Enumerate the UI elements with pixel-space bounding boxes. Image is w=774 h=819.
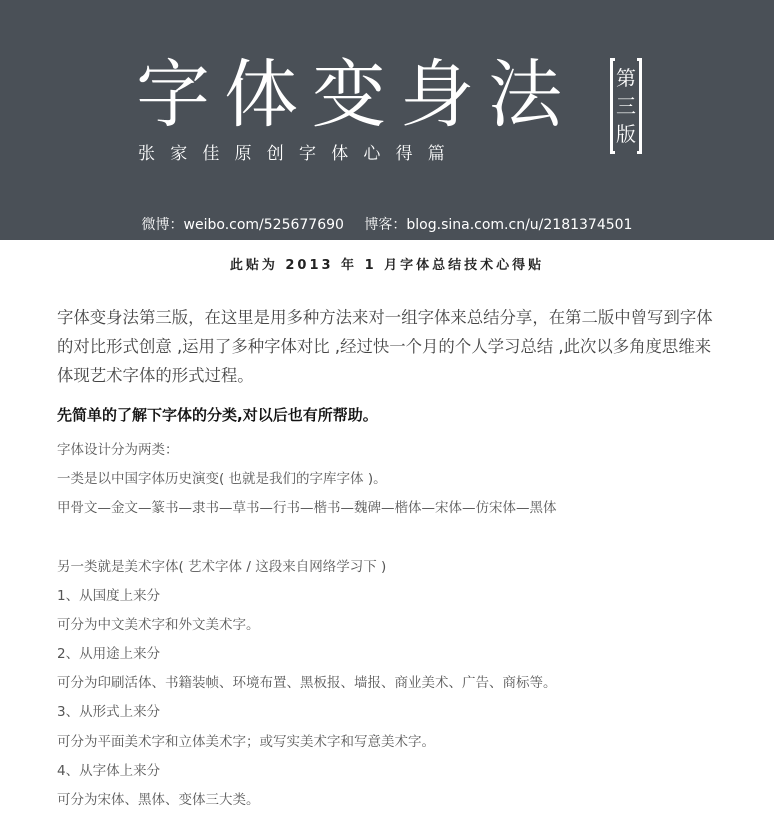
body-line: 可分为宋体、黑体、变体三大类。 xyxy=(57,792,260,808)
body-line: 甲骨文—金文—篆书—隶书—草书—行书—楷书—魏碑—楷体—宋体—仿宋体—黑体 xyxy=(57,500,557,516)
body-line: 可分为印刷活体、书籍装帧、环境布置、黑板报、墙报、商业美术、广告、商标等。 xyxy=(57,675,557,691)
body-line: 一类是以中国字体历史演变( 也就是我们的字库字体 )。 xyxy=(57,471,387,487)
subtitle: 张家佳原创字体心得篇 xyxy=(138,144,460,164)
body-line: 另一类就是美术字体( 艺术字体 / 这段来自网络学习下 ) xyxy=(57,559,387,575)
body-line: 字体设计分为两类： xyxy=(57,442,179,458)
weibo-link[interactable]: 微博：weibo.com/525677690 xyxy=(141,217,344,233)
body-line: 2、从用途上来分 xyxy=(57,646,161,662)
body-line: 可分为平面美术字和立体美术字；或写实美术字和写意美术字。 xyxy=(57,734,435,750)
intro-line: 字体变身法第三版，在这里是用多种方法来对一组字体来总结分享，在第二版中曾写到字体 xyxy=(57,308,713,327)
main-title: 字体变身法 xyxy=(136,52,576,138)
intro-paragraph xyxy=(57,303,722,390)
header-banner xyxy=(0,0,774,240)
post-note: 此贴为 2013 年 1 月字体总结技术心得贴 xyxy=(229,258,545,273)
section-heading: 先简单的了解下字体的分类,对以后也有所帮助。 xyxy=(57,406,378,424)
body-line: 4、从字体上来分 xyxy=(57,763,161,779)
body-line: 可分为中文美术字和外文美术字。 xyxy=(57,617,260,633)
bracket-right xyxy=(637,58,642,154)
edition-badge xyxy=(610,58,642,154)
body-line: 1、从国度上来分 xyxy=(57,588,161,604)
body-line: 3、从形式上来分 xyxy=(57,704,161,720)
intro-line: 的对比形式创意 ,运用了多种字体对比 ,经过快一个月的个人学习总结 ,此次以多角度思维来 xyxy=(57,337,712,356)
intro-line: 体现艺术字体的形式过程。 xyxy=(57,366,254,385)
blog-link[interactable]: 博客：blog.sina.com.cn/u/2181374501 xyxy=(364,217,633,233)
contact-line xyxy=(0,214,774,234)
edition-label: 第三版 xyxy=(616,66,636,146)
